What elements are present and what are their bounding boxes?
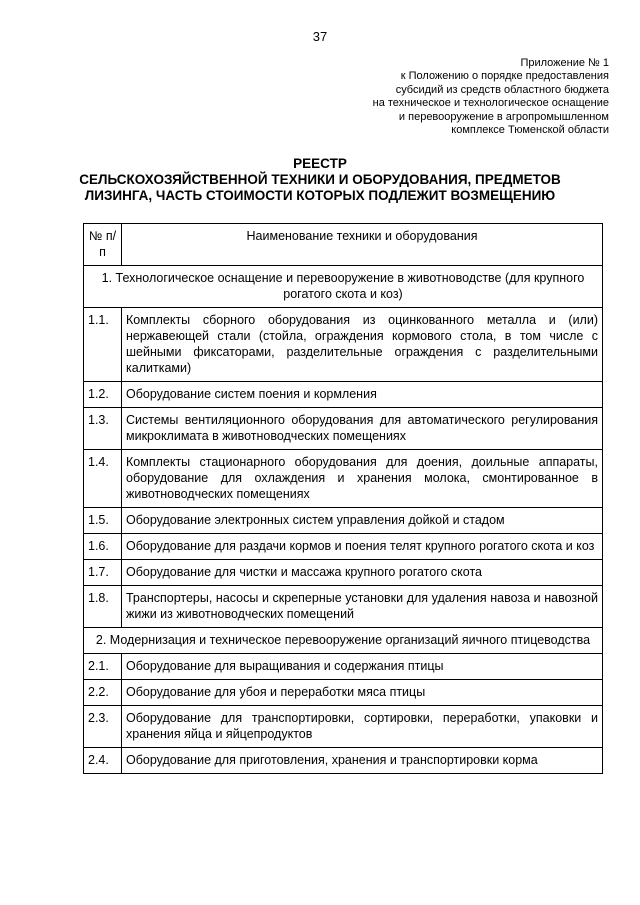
row-number: 2.1.	[84, 654, 122, 680]
section-row	[84, 266, 603, 308]
appendix-line: к Положению о порядке предоставления	[400, 70, 609, 83]
row-equipment-name: Оборудование для раздачи кормов и поения телят крупного рогатого скота и коз	[122, 534, 603, 560]
appendix-line: Приложение № 1	[520, 57, 609, 69]
appendix-line: субсидий из средств областного бюджета	[395, 83, 609, 96]
appendix-line: на техническое и технологическое оснащение	[372, 97, 609, 110]
table-row	[84, 680, 603, 706]
row-number: 2.2.	[84, 680, 122, 706]
appendix-line: комплексе Тюменской области	[451, 124, 609, 137]
row-number: 1.1.	[84, 308, 122, 382]
row-equipment-name: Оборудование для выращивания и содержания птицы	[122, 654, 603, 680]
appendix-note	[373, 57, 609, 137]
title-line: РЕЕСТР	[293, 156, 347, 171]
row-equipment-name: Комплекты сборного оборудования из оцинкованного металла и (или) нержавеющей стали (стойла, ограждения кормового стола, в том числе с шейными фиксаторами, разделительные ограждения с разделительными калитками)	[122, 308, 603, 382]
registry-body	[84, 266, 603, 774]
row-equipment-name: Транспортеры, насосы и скреперные установки для удаления навоза и навозной жижи из животноводческих помещений	[122, 586, 603, 628]
row-equipment-name: Комплекты стационарного оборудования для доения, доильные аппараты, оборудование для охлаждения и хранения молока, смонтированное в животноводческих помещениях	[122, 450, 603, 508]
table-row	[84, 560, 603, 586]
table-row	[84, 654, 603, 680]
registry-table	[83, 223, 603, 774]
table-row	[84, 508, 603, 534]
row-equipment-name: Системы вентиляционного оборудования для автоматического регулирования микроклимата в животноводческих помещениях	[122, 408, 603, 450]
table-row	[84, 408, 603, 450]
title-line: СЕЛЬСКОХОЗЯЙСТВЕННОЙ ТЕХНИКИ И ОБОРУДОВАНИЯ, ПРЕДМЕТОВ	[79, 172, 561, 187]
row-equipment-name: Оборудование для приготовления, хранения и транспортировки корма	[122, 748, 603, 774]
table-row	[84, 534, 603, 560]
table-row	[84, 748, 603, 774]
title-line: ЛИЗИНГА, ЧАСТЬ СТОИМОСТИ КОТОРЫХ ПОДЛЕЖИТ ВОЗМЕЩЕНИЮ	[84, 188, 556, 203]
row-number: 1.3.	[84, 408, 122, 450]
table-row	[84, 586, 603, 628]
row-number: 1.7.	[84, 560, 122, 586]
row-number: 1.5.	[84, 508, 122, 534]
row-equipment-name: Оборудование для убоя и переработки мяса птицы	[122, 680, 603, 706]
table-row	[84, 308, 603, 382]
section-title: 2. Модернизация и техническое перевооружение организаций яичного птицеводства	[84, 628, 603, 654]
row-number: 1.2.	[84, 382, 122, 408]
section-title: 1. Технологическое оснащение и перевооружение в животноводстве (для крупного рогатого скота и коз)	[84, 266, 603, 308]
table-header-row	[84, 224, 603, 266]
appendix-line: и перевооружение в агропромышленном	[398, 110, 609, 123]
document-title	[0, 156, 640, 204]
row-number: 1.4.	[84, 450, 122, 508]
row-number: 1.8.	[84, 586, 122, 628]
table-row	[84, 450, 603, 508]
section-row	[84, 628, 603, 654]
table-row	[84, 706, 603, 748]
table-row	[84, 382, 603, 408]
column-header-name: Наименование техники и оборудования	[122, 224, 603, 266]
row-number: 1.6.	[84, 534, 122, 560]
row-number: 2.4.	[84, 748, 122, 774]
page-number: 37	[312, 29, 328, 44]
row-equipment-name: Оборудование электронных систем управления дойкой и стадом	[122, 508, 603, 534]
row-equipment-name: Оборудование систем поения и кормления	[122, 382, 603, 408]
column-header-number: № п/п	[84, 224, 122, 266]
row-equipment-name: Оборудование для транспортировки, сортировки, переработки, упаковки и хранения яйца и яйцепродуктов	[122, 706, 603, 748]
row-equipment-name: Оборудование для чистки и массажа крупного рогатого скота	[122, 560, 603, 586]
row-number: 2.3.	[84, 706, 122, 748]
